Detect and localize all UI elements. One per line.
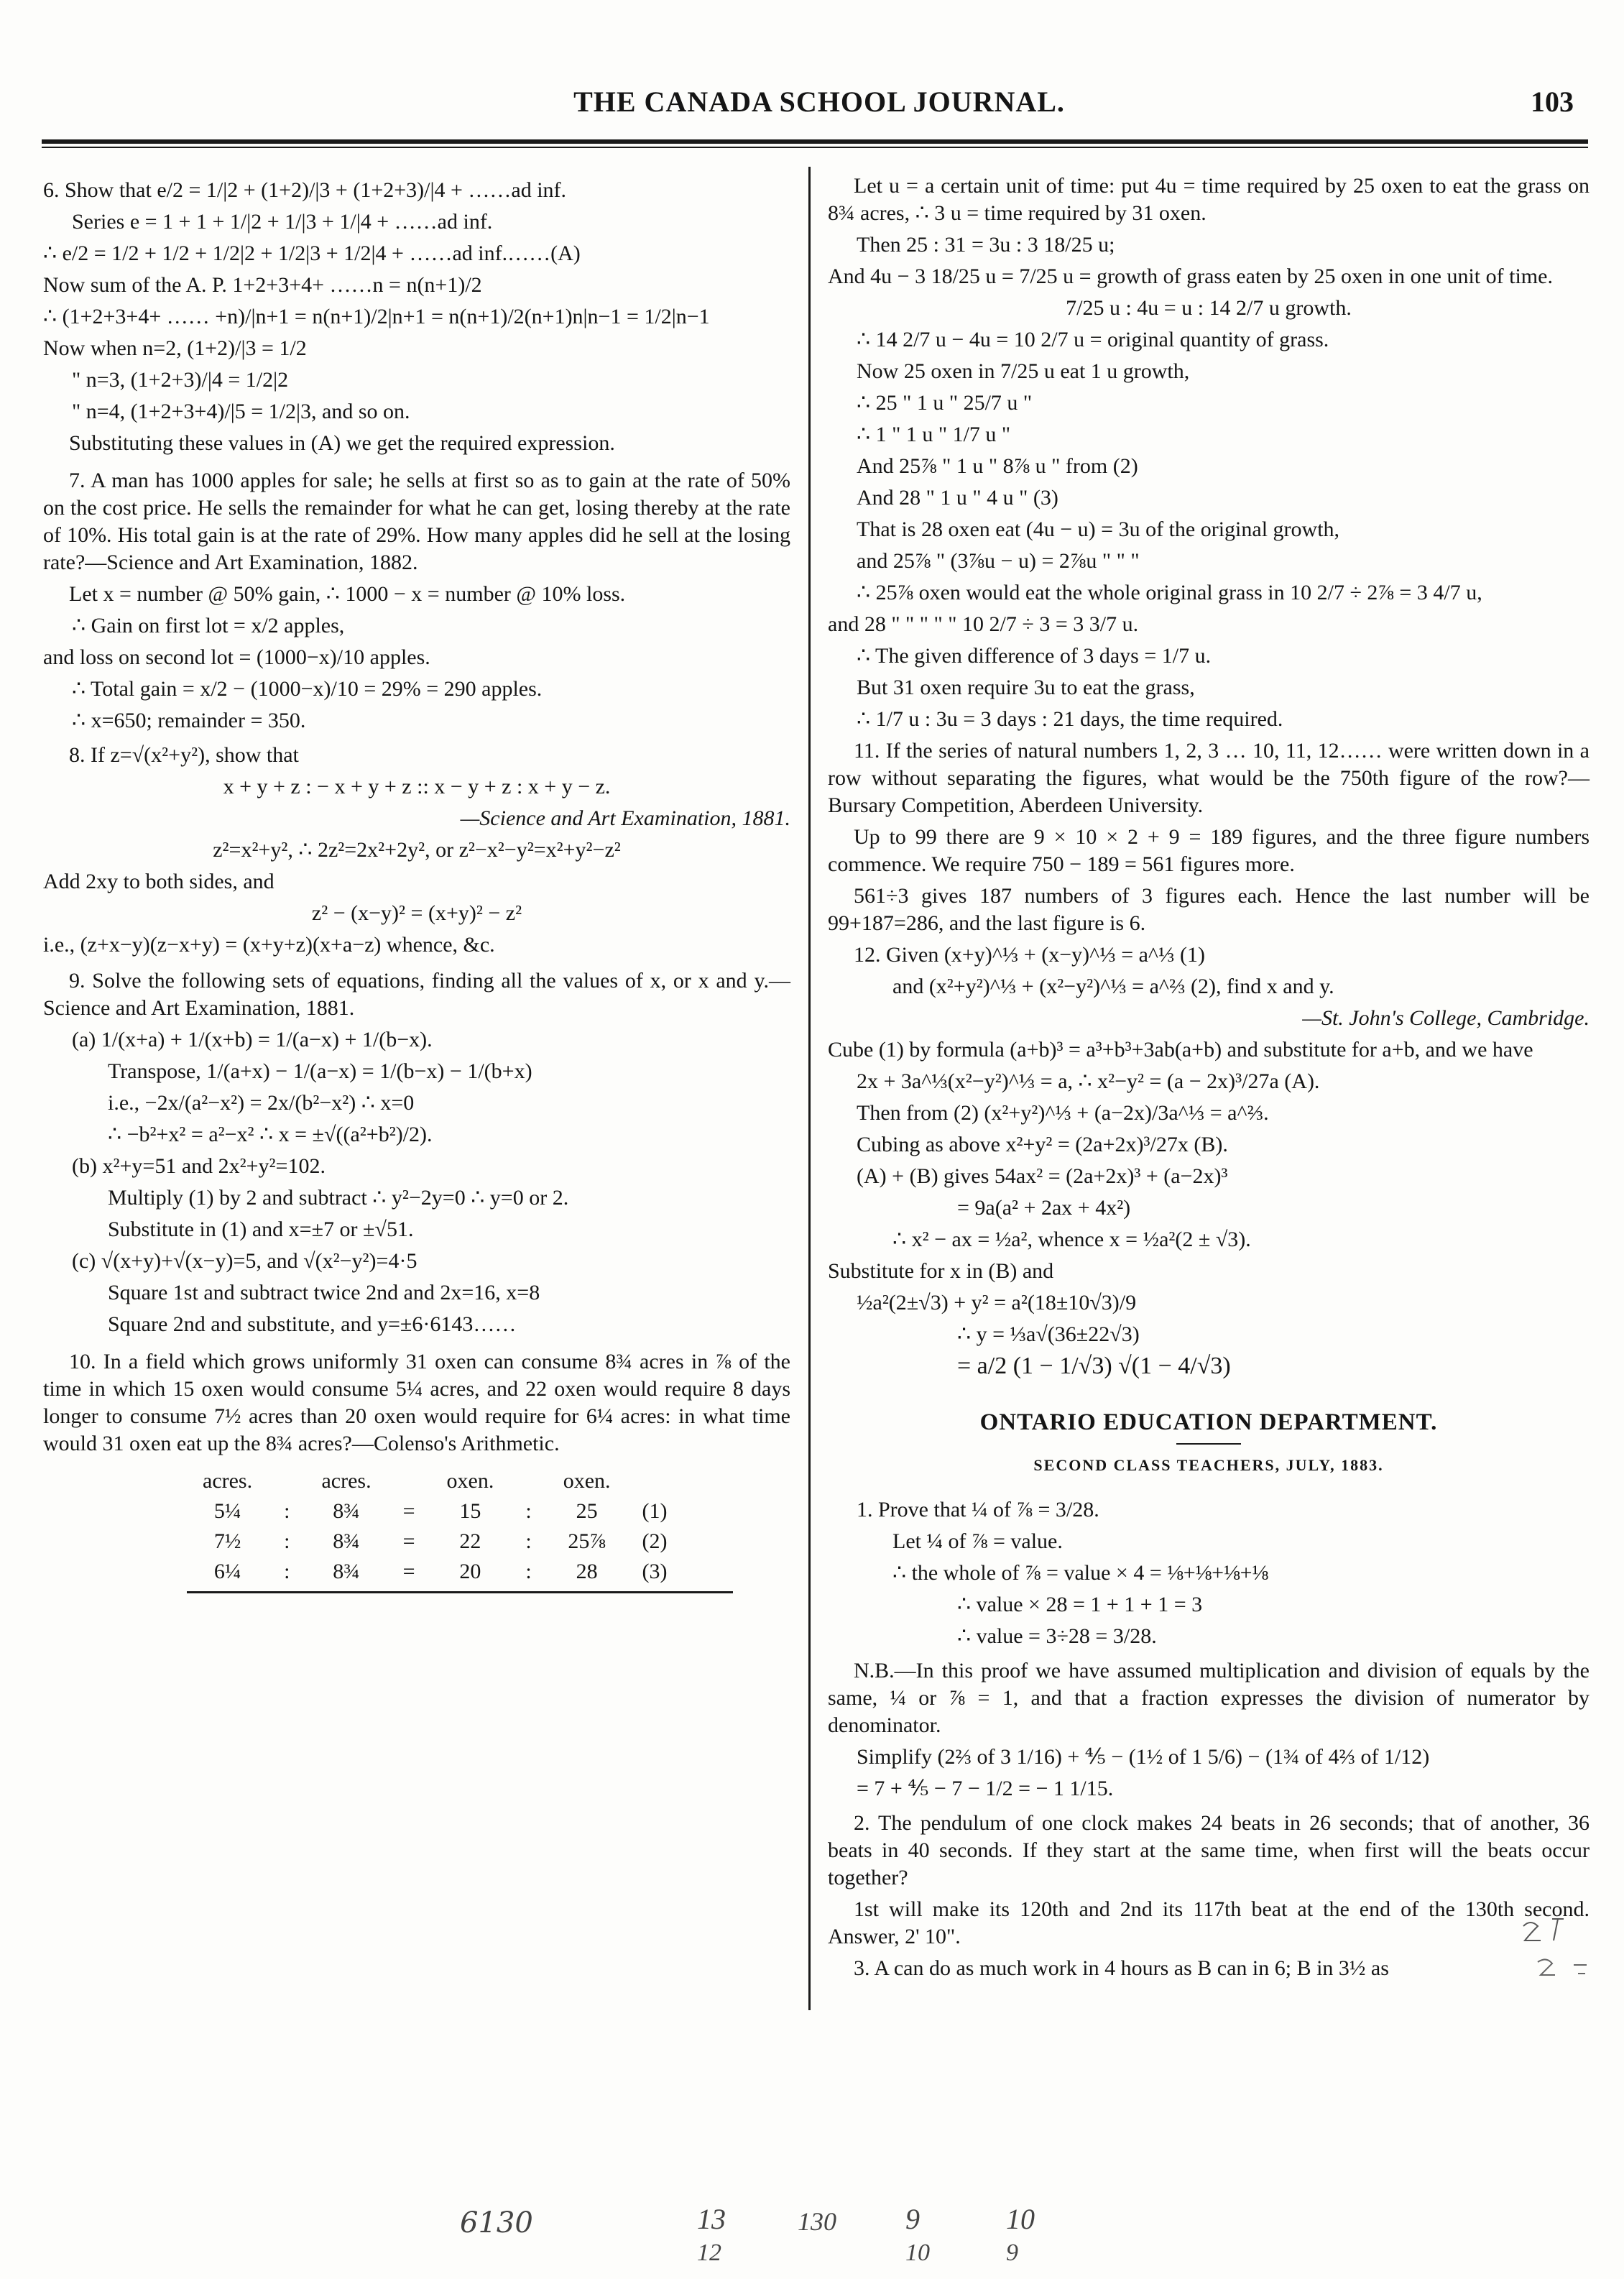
cell: 6¼ (213, 1560, 241, 1583)
ap-general: ∴ (1+2+3+4+ …… +n)/|n+1 = n(n+1)/2|n+1 = n(n+1)/2(n+1)n|n−1 = 1/2|n−1 (43, 305, 710, 328)
ed-simplify-result: = 7 + ⅘ − 7 − 1/2 = − 1 1/15. (857, 1777, 1114, 1800)
oxen-table (187, 1466, 683, 1587)
cell: 7½ (213, 1529, 241, 1553)
problem-6: 6. Show that e/2 = 1/|2 + (1+2)/|3 + (1+2+3)/|4 + ……ad inf. (43, 178, 567, 202)
cell: = (402, 1529, 415, 1553)
cell: : (284, 1499, 290, 1523)
hand-figure: 10 (1006, 2203, 1035, 2235)
running-header: THE CANADA SCHOOL JOURNAL. (573, 86, 1065, 118)
p8-step2: Add 2xy to both sides, and (43, 870, 274, 893)
page-number: 103 (1531, 86, 1574, 118)
p10-let: Let u = a certain unit of time: put 4u = time required by 25 oxen to eat the grass on 8¾ acres, ∴ 3 u = time required by 31 oxen. (828, 174, 1590, 225)
p11-step2: 561÷3 gives 187 numbers of 3 figures each. Hence the last number will be 99+187=286, and the last figure is 6. (828, 884, 1590, 935)
problem-8: 8. If z=√(x²+y²), show that (69, 743, 299, 767)
p12-sum: (A) + (B) gives 54ax² = (2a+2x)³ + (a−2x)³ (857, 1164, 1228, 1188)
col-acres-2: acres. (321, 1469, 372, 1493)
hand-figure: 13 (697, 2203, 726, 2235)
p7-let: Let x = number @ 50% gain, ∴ 1000 − x = number @ 10% loss. (69, 582, 626, 606)
table-bottom-rule (187, 1591, 733, 1593)
p10-answer: ∴ 1/7 u : 3u = 3 days : 21 days, the time required. (857, 707, 1283, 731)
right-column (828, 172, 1590, 1986)
section-subtitle: SECOND CLASS TEACHERS, JULY, 1883. (1033, 1456, 1384, 1474)
p12-cube: Cube (1) by formula (a+b)³ = a³+b³+3ab(a+b) and substitute for a+b, and we have (828, 1038, 1533, 1062)
section-title: ONTARIO EDUCATION DEPARTMENT. (979, 1409, 1438, 1435)
ed-q1: 1. Prove that ¼ of ⅞ = 3/28. (857, 1498, 1099, 1521)
hand-figure: 9 (905, 2203, 920, 2235)
p7-total: ∴ Total gain = x/2 − (1000−x)/10 = 29% = 290 apples. (72, 677, 543, 701)
cell: 8¾ (333, 1560, 360, 1583)
p12-source: —St. John's College, Cambridge. (1302, 1006, 1590, 1030)
p9a-transpose: Transpose, 1/(a+x) − 1/(a−x) = 1/(b−x) − 1/(b+x) (108, 1059, 532, 1083)
cell: 25⅞ (568, 1529, 606, 1553)
p9b-step1: Multiply (1) by 2 and subtract ∴ y²−2y=0 ∴ y=0 or 2. (108, 1186, 569, 1210)
p12-y-eq: ½a²(2±√3) + y² = a²(18±10√3)/9 (857, 1291, 1137, 1315)
cell: 25 (576, 1499, 598, 1523)
p8-source: —Science and Art Examination, 1881. (460, 806, 790, 830)
ed-q1-value: ∴ value = 3÷28 = 3/28. (957, 1624, 1157, 1648)
p8-proportion: x + y + z : − x + y + z :: x − y + z : x + y − z. (223, 775, 611, 798)
cell: 5¼ (213, 1499, 241, 1523)
cell: : (284, 1560, 290, 1583)
cell: : (525, 1529, 532, 1553)
cell: 8¾ (333, 1529, 360, 1553)
cell: 28 (576, 1560, 598, 1583)
p10-line-f: That is 28 oxen eat (4u − u) = 3u of the original growth, (857, 517, 1340, 541)
p9a-ie: i.e., −2x/(a²−x²) = 2x/(b²−x²) ∴ x=0 (108, 1091, 415, 1115)
col-oxen-2: oxen. (563, 1469, 611, 1493)
case-n3: " n=3, (1+2+3)/|4 = 1/2|2 (72, 368, 289, 392)
p10-line-d: And 25⅞ " 1 u " 8⅞ u " from (2) (857, 454, 1138, 478)
ed-simplify: Simplify (2⅔ of 3 1/16) + ⅘ − (1½ of 1 5/6) − (1¾ of 4⅔ of 1/12) (857, 1745, 1430, 1769)
ed-q1-value28: ∴ value × 28 = 1 + 1 + 1 = 3 (957, 1593, 1203, 1616)
hand-figure: 12 (697, 2239, 721, 2266)
column-divider (808, 167, 811, 2010)
p9a-answer: ∴ −b²+x² = a²−x² ∴ x = ±√((a²+b²)/2). (108, 1123, 433, 1146)
conclusion-6: Substituting these values in (A) we get the required expression. (69, 431, 615, 455)
p11-step1: Up to 99 there are 9 × 10 × 2 + 9 = 189 figures, and the three figure numbers commence. We require 750 − 189 = 561 figures more. (828, 825, 1590, 876)
p9c-equation: (c) √(x+y)+√(x−y)=5, and √(x²−y²)=4·5 (72, 1249, 417, 1273)
col-oxen-1: oxen. (446, 1469, 494, 1493)
problem-7: 7. A man has 1000 apples for sale; he sells at first so as to gain at the rate of 50% on the cost price. He sells the remainder for what he can get, losing thereby at the rate of 10%. His total gain is at the rate of 29%. How many apples did he sell at the losing rate?—Science and Art Examination, 1882. (43, 469, 790, 574)
ap-sum: Now sum of the A. P. 1+2+3+4+ ……n = n(n+1)/2 (43, 273, 482, 297)
p10-line-g: and 25⅞ " (3⅞u − u) = 2⅞u " " " (857, 549, 1140, 573)
p9c-step1: Square 1st and subtract twice 2nd and 2x=16, x=8 (108, 1281, 540, 1304)
cell: = (402, 1560, 415, 1583)
case-n4: " n=4, (1+2+3+4)/|5 = 1/2|3, and so on. (72, 400, 410, 423)
p8-step1: z²=x²+y², ∴ 2z²=2x²+2y², or z²−x²−y²=x²+y²−z² (213, 838, 621, 862)
p9b-equation: (b) x²+y=51 and 2x²+y²=102. (72, 1154, 326, 1178)
table-row (187, 1527, 683, 1557)
pencil-margin-note (1509, 1905, 1617, 1998)
oxen-table-header (187, 1466, 683, 1496)
ed-q2: 2. The pendulum of one clock makes 24 beats in 26 seconds; that of another, 36 beats in 40 seconds. If they start at the same time, when first will the beats occur together? (828, 1811, 1590, 1889)
ed-q2-answer: 1st will make its 120th and 2nd its 117th beat at the end of the 130th second. Answer, 2' 10". (828, 1897, 1590, 1948)
table-row (187, 1496, 683, 1527)
problem-9: 9. Solve the following sets of equations, finding all the values of x, or x and y.—Science and Art Examination, 1881. (43, 969, 790, 1020)
p12-y: ∴ y = ⅓a√(36±22√3) (957, 1322, 1140, 1346)
cell: 22 (459, 1529, 481, 1553)
p12-x: ∴ x² − ax = ½a², whence x = ½a²(2 ± √3). (892, 1228, 1251, 1251)
p10-original: ∴ 14 2/7 u − 4u = 10 2/7 u = original quantity of grass. (857, 328, 1329, 351)
p9a-equation: (a) 1/(x+a) + 1/(x+b) = 1/(a−x) + 1/(b−x). (72, 1028, 433, 1051)
p8-step3: z² − (x−y)² = (x+y)² − z² (311, 901, 522, 925)
p10-line-b: ∴ 25 " 1 u " 25/7 u " (857, 391, 1033, 415)
p7-answer: ∴ x=650; remainder = 350. (72, 709, 306, 732)
ed-q1-let: Let ¼ of ⅞ = value. (892, 1529, 1063, 1553)
p10-line-h: ∴ 25⅞ oxen would eat the whole original grass in 10 2/7 ÷ 2⅞ = 3 4/7 u, (857, 581, 1482, 604)
p7-loss: and loss on second lot = (1000−x)/10 apples. (43, 645, 430, 669)
p9c-step2: Square 2nd and substitute, and y=±6·6143…… (108, 1312, 517, 1336)
cell: (3) (642, 1560, 668, 1583)
problem-10: 10. In a field which grows uniformly 31 oxen can consume 8¾ acres in ⅞ of the time in which 15 oxen would consume 5¼ acres, and 22 oxen would require 8 days longer to consume 7½ acres than 20 oxen would require for 6¼ acres: in what time would 31 oxen eat up the 8¾ acres?—Colenso's Arithmetic. (43, 1350, 790, 1455)
p10-growth-ratio: 7/25 u : 4u = u : 14 2/7 u growth. (1066, 296, 1352, 320)
hand-figure: 6130 (460, 2206, 533, 2239)
p9b-step2: Substitute in (1) and x=±7 or ±√51. (108, 1217, 414, 1241)
p10-line-e: And 28 " 1 u " 4 u " (3) (857, 486, 1058, 510)
p10-ratio: Then 25 : 31 = 3u : 3 18/25 u; (857, 233, 1115, 257)
p8-step4: i.e., (z+x−y)(z−x+y) = (x+y+z)(x+a−z) whence, &c. (43, 933, 495, 957)
cell: (2) (642, 1529, 668, 1553)
p7-gain: ∴ Gain on first lot = x/2 apples, (72, 614, 345, 637)
cell: 8¾ (333, 1499, 360, 1523)
cell: = (402, 1499, 415, 1523)
ed-q1-whole: ∴ the whole of ⅞ = value × 4 = ⅛+⅛+⅛+⅛ (892, 1561, 1269, 1585)
p12-eq-B: Cubing as above x²+y² = (2a+2x)³/27x (B). (857, 1133, 1228, 1156)
case-n2: Now when n=2, (1+2)/|3 = 1/2 (43, 336, 307, 360)
p10-line-k: But 31 oxen require 3u to eat the grass, (857, 676, 1195, 699)
series-half: ∴ e/2 = 1/2 + 1/2 + 1/2|2 + 1/2|3 + 1/2|4 + ……ad inf.……(A) (43, 241, 581, 265)
left-column (43, 172, 790, 1593)
cell: (1) (642, 1499, 668, 1523)
series-line: Series e = 1 + 1 + 1/|2 + 1/|3 + 1/|4 + ……ad inf. (72, 210, 493, 234)
ed-nb: N.B.—In this proof we have assumed multiplication and division of equals by the same, ¼ or ⅞ = 1, and that a fraction expresses the division of numerator by denominator. (828, 1659, 1590, 1737)
p12-substitute: Substitute for x in (B) and (828, 1259, 1054, 1283)
p12-given-2: and (x²+y²)^⅓ + (x²−y²)^⅓ = a^⅔ (2), find x and y. (892, 975, 1334, 998)
p12-from-2: Then from (2) (x²+y²)^⅓ + (a−2x)/3a^⅓ = a^⅔. (857, 1101, 1269, 1125)
cell: 15 (459, 1499, 481, 1523)
p10-line-j: ∴ The given difference of 3 days = 1/7 u. (857, 644, 1212, 668)
cell: : (284, 1529, 290, 1553)
table-row (187, 1557, 683, 1587)
hand-figure: 10 (905, 2239, 930, 2266)
cell: : (525, 1499, 532, 1523)
ed-q3: 3. A can do as much work in 4 hours as B can in 6; B in 3½ as (854, 1956, 1389, 1980)
p12-expand: = 9a(a² + 2ax + 4x²) (957, 1196, 1131, 1220)
p10-line-c: ∴ 1 " 1 u " 1/7 u " (857, 423, 1011, 446)
cell: : (525, 1560, 532, 1583)
p10-line-a: Now 25 oxen in 7/25 u eat 1 u growth, (857, 359, 1190, 383)
p10-line-i: and 28 " " " " " 10 2/7 ÷ 3 = 3 3/7 u. (828, 612, 1139, 636)
p10-growth: And 4u − 3 18/25 u = 7/25 u = growth of grass eaten by 25 oxen in one unit of time. (828, 264, 1553, 288)
header-rule-thin (42, 147, 1588, 148)
handwritten-figures (460, 2203, 1107, 2278)
p12-y-final: = a/2 (1 − 1/√3) √(1 − 4/√3) (957, 1353, 1231, 1379)
problem-11: 11. If the series of natural numbers 1, 2, 3 … 10, 11, 12…… were written down in a row without separating the figures, what would be the 750th figure of the row?—Bursary Competition, Aberdeen University. (828, 739, 1590, 817)
hand-figure: 130 (798, 2207, 836, 2236)
p12-eq-A: 2x + 3a^⅓(x²−y²)^⅓ = a, ∴ x²−y² = (a − 2x)³/27a (A). (857, 1069, 1320, 1093)
problem-12: 12. Given (x+y)^⅓ + (x−y)^⅓ = a^⅓ (1) (854, 943, 1205, 967)
col-acres-1: acres. (203, 1469, 253, 1493)
section-rule (1176, 1443, 1241, 1445)
hand-figure: 9 (1006, 2239, 1018, 2266)
cell: 20 (459, 1560, 481, 1583)
header-rule (42, 139, 1588, 144)
